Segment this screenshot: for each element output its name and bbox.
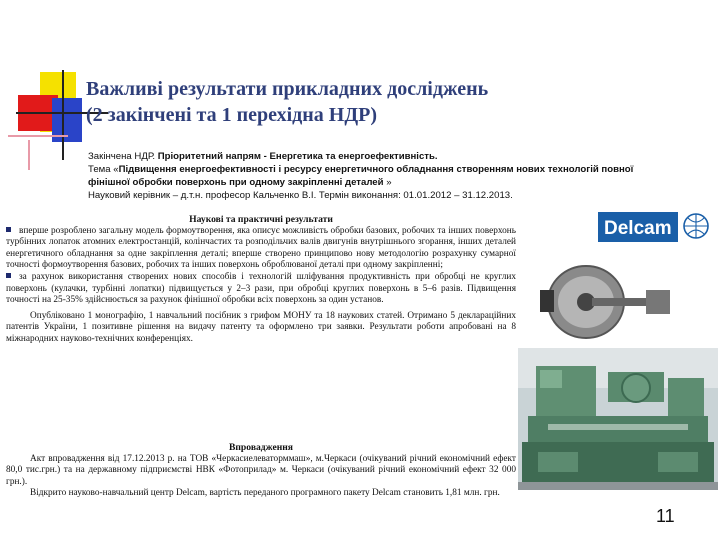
results-bullet-2 [6,272,516,307]
decor-pink-line [8,135,68,137]
results-bullet-2-text: за рахунок використання створених нових способів і технологій шліфування продуктивність при обробці не круглих поверхонь (кулачки, турбінні лопатки) підвищується у 2–3 рази, при обробці круглих поверхонь в 5–6 разів. Підвищення точності на 25-35% здійснюється за рахунок фінішної обробки всіх поверхонь за один установ. [6,271,516,306]
implementation-heading: Впровадження [229,442,293,453]
results-bullet-1 [6,226,516,272]
delcam-logo [596,210,718,244]
project-theme [88,163,648,189]
grinding-wheel-photo [536,260,676,340]
project-status [88,150,648,163]
project-supervisor: Науковий керівник – д.т.н. професор Кальченко В.І. Термін виконання: 01.01.2012 – 31.12.2013. [88,190,513,201]
implementation-act: Акт впровадження від 17.12.2013 р. на ТОВ «Черкасиелеваторммаш», м.Черкаси (очікуваний річний економічний ефект 80,0 тис.грн.) та на державному підприємстві НВК «Фотоприлад» м. Черкаси (очікуваний річний економічний ефект 32 000 грн.). [6,453,516,487]
title-line-2: (2 закінчені та 1 перехідна НДР) [86,104,377,126]
theme-prefix: Тема « [88,164,119,175]
implementation-section [6,442,516,500]
decor-vertical-line [62,70,64,160]
grinding-machine-photo [518,348,718,490]
slide-title [86,76,686,128]
theme-title: Підвищення енергоефективності і ресурсу енергетичного обладнання створенням нових технологій повної фінішної обробки поверхонь при одному закріпленні деталей [88,164,634,188]
bullet-icon [6,273,11,278]
project-header [88,150,648,202]
results-publications: Опубліковано 1 монографію, 1 навчальний посібник з грифом МОНУ та 18 наукових статей. Отримано 5 деклараційних патентів України, 1 позитивне рішення на видачу патенту та оформлено три заявки. Результати роботи апробовані на 8 міжнародних науково-технічних конференціях. [6,310,516,344]
results-section [6,214,516,346]
page-number: 11 [656,506,675,526]
results-heading: Наукові та практичні результати [189,214,333,225]
delcam-logo-text: Delcam [604,218,672,239]
priority-direction: Пріоритетний напрям - Енергетика та енергоефективність. [157,151,438,162]
title-line-1: Важливі результати прикладних досліджень [86,78,489,100]
implementation-delcam-center: Відкрито науково-навчальний центр Delcam, вартість переданого програмного пакету Delcam становить 1,81 млн. грн. [30,488,500,499]
decor-pink-vertical-line [28,140,30,170]
theme-suffix: » [383,177,392,188]
bullet-icon [6,227,11,232]
status-prefix: Закінчена НДР. [88,151,158,162]
results-bullet-1-text: вперше розроблено загальну модель формоутворення, яка описує можливість обробки базових, робочих та інших поверхонь турбінних лопаток атомних електростанцій, колінчастих та розподільчих валів двигунів внутрішнього згорання, інших деталей енергетичного обладнання за одне закріплення деталі; вперше створено принципово нову методологію розрахунку сумарної точності формоутворення базових, робочих та інших поверхонь оброблюваної деталі при одному закріпленні; [6,225,516,271]
